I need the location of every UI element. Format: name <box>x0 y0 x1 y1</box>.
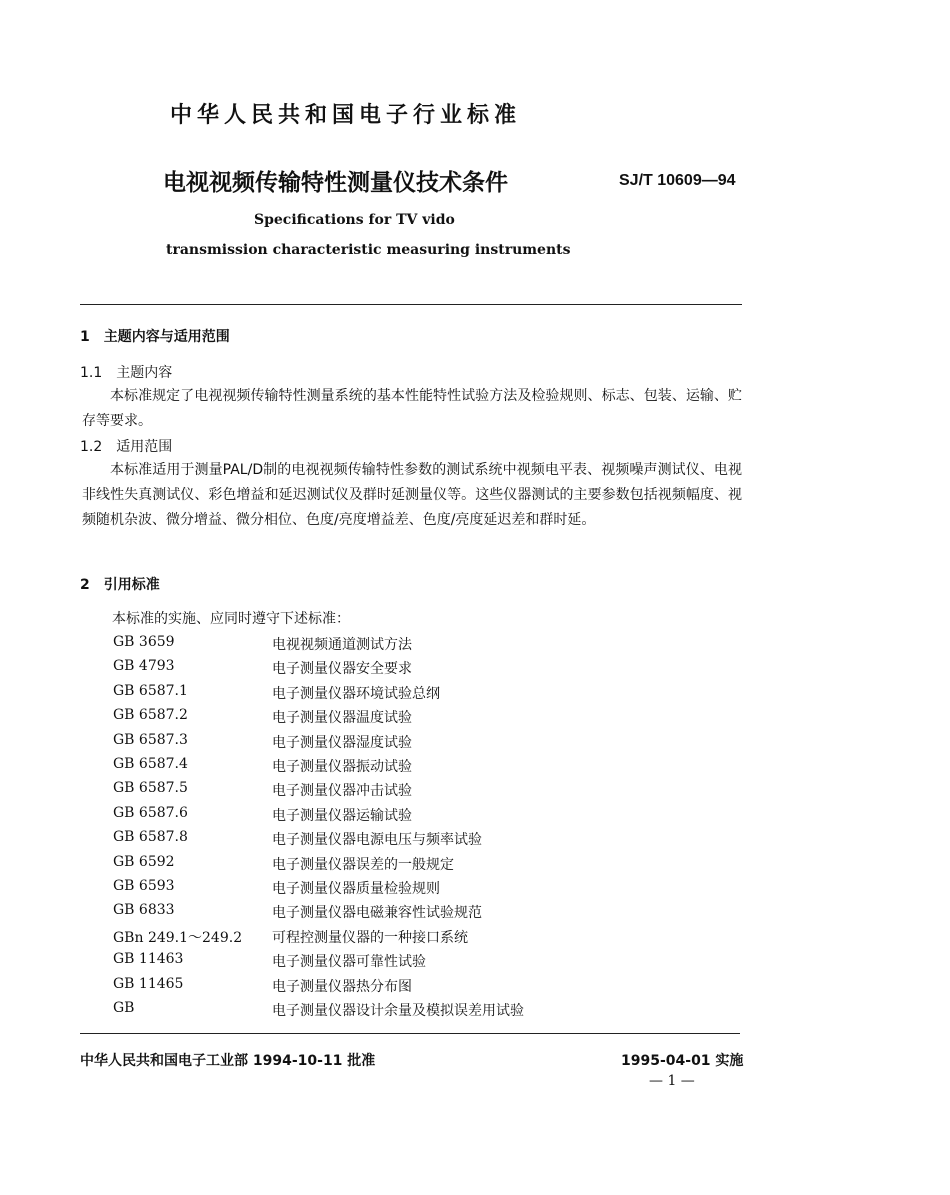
reference-code: GB 6587.4 <box>113 756 188 772</box>
reference-name: 电视视频通道测试方法 <box>272 637 412 653</box>
reference-name: 电子测量仪器振动试验 <box>272 759 412 775</box>
reference-code: GB 6587.2 <box>113 707 188 723</box>
english-title-line-2: transmission characteristic measuring instruments <box>166 242 571 258</box>
approval-line: 中华人民共和国电子工业部 1994-10-11 批准 <box>80 1053 376 1069</box>
reference-name: 电子测量仪器质量检验规则 <box>272 881 440 897</box>
reference-name: 电子测量仪器可靠性试验 <box>272 954 426 970</box>
reference-code: GB 11463 <box>113 951 184 967</box>
reference-name: 电子测量仪器湿度试验 <box>272 735 412 751</box>
section-1-heading: 1 主题内容与适用范围 <box>80 329 230 345</box>
reference-code: GB 6833 <box>113 902 175 918</box>
reference-code: GBn 249.1～249.2 <box>113 930 243 946</box>
reference-name: 电子测量仪器热分布图 <box>272 979 412 995</box>
reference-name: 电子测量仪器环境试验总纲 <box>272 686 440 702</box>
standard-code: SJ/T 10609—94 <box>619 172 736 189</box>
section-1-1-text: 本标准规定了电视视频传输特性测量系统的基本性能特性试验方法及检验规则、标志、包装、运输、贮存等要求。 <box>82 388 742 429</box>
reference-name: 电子测量仪器运输试验 <box>272 808 412 824</box>
section-1-2-heading: 1.2 适用范围 <box>80 439 173 455</box>
reference-code: GB 6587.5 <box>113 780 188 796</box>
english-title-line-1: Specifications for TV vido <box>254 212 455 228</box>
reference-code: GB 6587.1 <box>113 683 188 699</box>
reference-code: GB 6587.6 <box>113 805 188 821</box>
reference-code: GB 4793 <box>113 658 175 674</box>
page-number: — 1 — <box>649 1073 695 1089</box>
reference-name: 电子测量仪器误差的一般规定 <box>272 857 454 873</box>
reference-code: GB 3659 <box>113 634 175 650</box>
reference-name: 电子测量仪器电源电压与频率试验 <box>272 832 482 848</box>
reference-code: GB <box>113 1000 135 1016</box>
standard-title: 电视视频传输特性测量仪技术条件 <box>163 170 508 196</box>
issuing-organization: 中华人民共和国电子行业标准 <box>170 103 522 128</box>
section-1-1-heading: 1.1 主题内容 <box>80 365 173 381</box>
section-2-heading: 2 引用标准 <box>80 577 160 593</box>
implementation-date: 1995-04-01 实施 <box>621 1053 744 1069</box>
section-1-2-text: 本标准适用于测量PAL/D制的电视视频传输特性参数的测试系统中视频电平表、视频噪声测试仪、电视非线性失真测试仪、彩色增益和延迟测试仪及群时延测量仪等。这些仪器测试的主要参数包括视频幅度、视频随机杂波、微分增益、微分相位、色度/亮度增益差、色度/亮度延迟差和群时延。 <box>82 462 742 528</box>
reference-name: 电子测量仪器设计余量及模拟误差用试验 <box>272 1003 524 1019</box>
header-divider <box>80 304 742 305</box>
reference-name: 电子测量仪器冲击试验 <box>272 783 412 799</box>
reference-code: GB 6592 <box>113 854 175 870</box>
reference-code: GB 6587.8 <box>113 829 188 845</box>
reference-code: GB 11465 <box>113 976 184 992</box>
reference-code: GB 6593 <box>113 878 175 894</box>
reference-name: 可程控测量仪器的一种接口系统 <box>272 930 468 946</box>
reference-name: 电子测量仪器温度试验 <box>272 710 412 726</box>
section-2-intro: 本标准的实施、应同时遵守下述标准： <box>112 611 350 627</box>
reference-code: GB 6587.3 <box>113 732 188 748</box>
reference-name: 电子测量仪器安全要求 <box>272 661 412 677</box>
reference-name: 电子测量仪器电磁兼容性试验规范 <box>272 905 482 921</box>
footer-divider <box>80 1033 740 1034</box>
